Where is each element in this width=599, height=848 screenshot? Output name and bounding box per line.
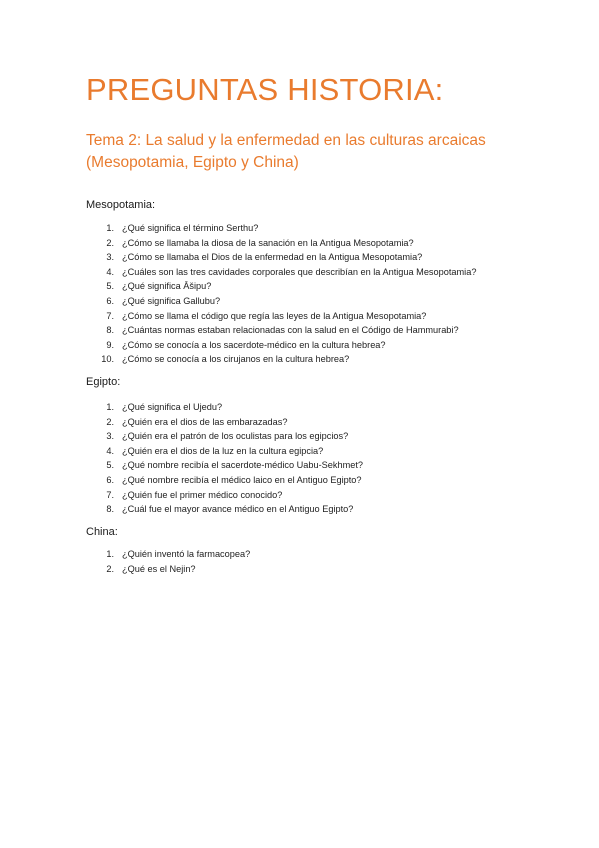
question-text: ¿Qué significa el término Serthu? — [122, 223, 259, 233]
question-number: 5. — [106, 281, 114, 292]
question-text: ¿Cómo se conocía a los cirujanos en la cultura hebrea? — [122, 354, 350, 365]
question-number: 7. — [106, 310, 114, 321]
section-heading-china: China: — [86, 526, 118, 538]
question-text: ¿Quién fue el primer médico conocido? — [122, 489, 283, 500]
question-number: 4. — [106, 266, 114, 277]
question-text: ¿Qué nombre recibía el médico laico en el Antiguo Egipto? — [122, 474, 362, 485]
question-text: ¿Cómo se llamaba el Dios de la enfermedad en la Antigua Mesopotamia? — [122, 252, 423, 263]
question-number: 6. — [106, 474, 114, 485]
question-number: 9. — [106, 339, 114, 350]
question-number: 3. — [106, 431, 114, 442]
question-text: ¿Quién era el patrón de los oculistas para los egipcios? — [122, 431, 349, 442]
page-subtitle: Tema 2: La salud y la enfermedad en las culturas arcaicas (Mesopotamia, Egipto y China) — [86, 132, 486, 171]
question-number: 6. — [106, 295, 114, 306]
question-text: ¿Cuántas normas estaban relacionadas con la salud en el Código de Hammurabi? — [122, 325, 459, 336]
question-number: 8. — [106, 504, 114, 515]
question-text: ¿Cuál fue el mayor avance médico en el Antiguo Egipto? — [122, 504, 354, 515]
section-heading-mesopotamia: Mesopotamia: — [86, 199, 156, 211]
question-text: ¿Quién inventó la farmacopea? — [122, 549, 251, 559]
question-number: 7. — [106, 489, 114, 500]
question-number: 3. — [106, 252, 114, 263]
question-text: ¿Cómo se llama el código que regía las leyes de la Antigua Mesopotamia? — [122, 310, 427, 321]
question-number: 10. — [101, 354, 114, 365]
question-number: 8. — [106, 325, 114, 336]
question-number: 1. — [106, 402, 114, 412]
question-text: ¿Cómo se conocía a los sacerdote-médico en la cultura hebrea? — [122, 339, 386, 350]
question-number: 1. — [106, 549, 114, 559]
question-text: ¿Qué significa el Ujedu? — [122, 402, 223, 412]
page-title: PREGUNTAS HISTORIA: — [86, 72, 444, 107]
question-text: ¿Cómo se llamaba la diosa de la sanación en la Antigua Mesopotamia? — [122, 237, 414, 248]
question-number: 5. — [106, 460, 114, 471]
question-text: ¿Quién era el dios de la luz en la cultura egipcia? — [122, 445, 324, 456]
question-number: 1. — [106, 223, 114, 233]
question-text: ¿Qué es el Nejin? — [122, 563, 196, 574]
question-number: 4. — [106, 445, 114, 456]
question-text: ¿Qué nombre recibía el sacerdote-médico Uabu-Sekhmet? — [122, 460, 364, 471]
question-text: ¿Qué significa Gallubu? — [122, 295, 221, 306]
question-number: 2. — [106, 237, 114, 248]
question-text: ¿Qué significa Āšipu? — [122, 281, 212, 292]
question-number: 2. — [106, 416, 114, 427]
question-text: ¿Cuáles son las tres cavidades corporales que describían en la Antigua Mesopotamia? — [122, 266, 477, 277]
question-text: ¿Quién era el dios de las embarazadas? — [122, 416, 288, 427]
question-number: 2. — [106, 563, 114, 574]
section-heading-egipto: Egipto: — [86, 376, 121, 388]
